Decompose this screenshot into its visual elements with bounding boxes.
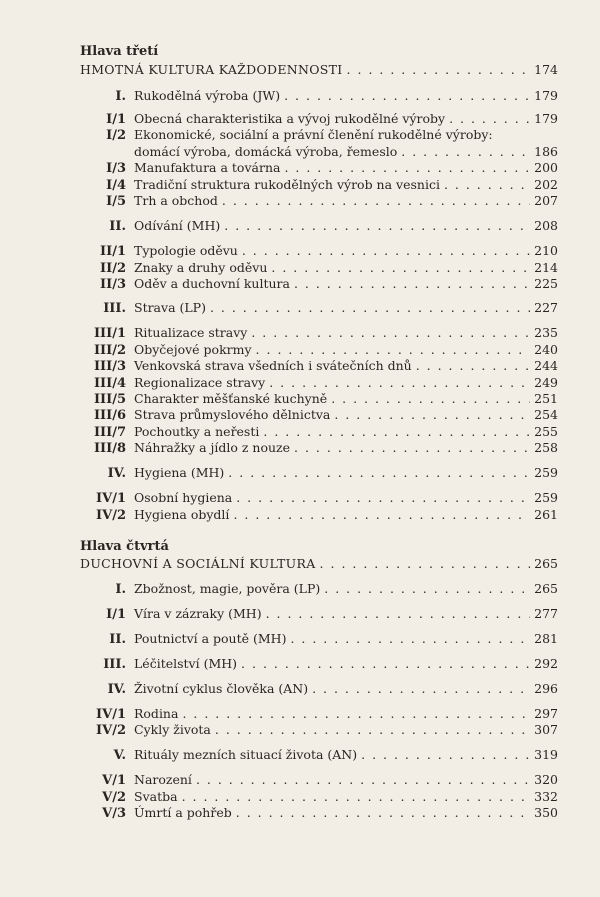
leader-dots [233,507,530,523]
entry-number: III/5 [93,392,126,407]
entry-number: III/1 [93,326,126,341]
entry-title: Oděv a duchovní kultura [134,276,290,291]
toc-entry [80,325,558,342]
leader-dots [215,722,530,738]
page-number: 258 [534,440,558,455]
leader-dots [284,88,530,104]
page-number: 214 [534,260,558,275]
entry-title: Strava (LP) [134,300,206,315]
toc-entry [80,424,558,441]
entry-title: Osobní hygiena [134,490,233,505]
entry-number: I/2 [106,128,126,143]
page-number: 210 [534,243,558,258]
toc-entry [80,375,558,392]
leader-dots [290,631,530,647]
toc-entry [80,722,558,739]
entry-title: Charakter měšťanské kuchyně [134,391,328,406]
toc-entry [80,391,558,408]
leader-dots [228,465,530,481]
toc-entry [80,606,558,623]
entry-title: Strava průmyslového dělnictva [134,407,331,422]
leader-dots [251,325,530,341]
entry-title: Typologie oděvu [134,243,238,258]
toc-entry [80,243,558,260]
leader-dots [347,62,531,78]
entry-number: III. [103,301,126,316]
leader-dots [416,358,530,374]
page-number: 186 [534,144,558,159]
toc-entry [80,193,558,210]
entry-number: I/3 [106,161,126,176]
leader-dots [196,772,530,788]
toc-entry [80,772,558,789]
entry-number: IV/1 [96,707,126,722]
entry-number: II. [109,632,126,647]
entry-title: Obecná charakteristika a vývoj rukodělné výroby [134,111,446,126]
leader-dots [224,218,530,234]
leader-dots [320,556,531,572]
leader-dots [242,243,530,259]
entry-title: Obyčejové pokrmy [134,342,252,357]
chapter-heading: Hlava čtvrtá [80,539,169,554]
entry-title: Rituály mezních situací života (AN) [134,747,358,762]
chapter-title-row [80,62,558,78]
page-number: 235 [534,325,558,340]
chapter-heading: Hlava třetí [80,44,159,59]
leader-dots [222,193,530,209]
toc-entry [80,507,558,524]
leader-dots [294,276,530,292]
entry-number: IV/2 [96,508,126,523]
page-number: 227 [534,300,558,315]
toc-entry [80,177,558,194]
entry-title: Víra v zázraky (MH) [134,606,262,621]
page-number: 207 [534,193,558,208]
entry-title: Náhražky a jídlo z nouze [134,440,291,455]
page-number: 244 [534,358,558,373]
toc-entry [80,160,558,177]
entry-number: IV/2 [96,723,126,738]
page-number: 254 [534,407,558,422]
leader-dots [334,407,530,423]
entry-number: V/2 [102,790,126,805]
leader-dots [182,789,531,805]
page-number: 265 [534,556,558,571]
entry-number: V. [113,748,126,763]
page-number: 320 [534,772,558,787]
entry-title: domácí výroba, domácká výroba, řemeslo [134,144,398,159]
toc-entry [80,789,558,806]
toc-entry [80,805,558,822]
page-number: 332 [534,789,558,804]
leader-dots [284,160,530,176]
entry-number: III/3 [93,359,126,374]
leader-dots [294,440,530,456]
entry-title: Tradiční struktura rukodělných výrob na vesnici [134,177,440,192]
page-number: 277 [534,606,558,621]
entry-number: I/5 [106,194,126,209]
entry-title: Regionalizace stravy [134,375,266,390]
leader-dots [444,177,530,193]
toc-entry [80,407,558,424]
entry-number: V/1 [102,773,126,788]
entry-title: Rodina [134,706,179,721]
page-number: 225 [534,276,558,291]
page-number: 319 [534,747,558,762]
chapter-title-row [80,556,558,572]
entry-number: III/2 [93,343,126,358]
page-number: 259 [534,465,558,480]
entry-number: III/4 [93,376,126,391]
entry-title: Trh a obchod [134,193,218,208]
entry-number: III/7 [93,425,126,440]
toc-entry [80,440,558,457]
page-number: 179 [534,111,558,126]
toc-entry [80,465,558,482]
page-number: 240 [534,342,558,357]
entry-number: II. [109,219,126,234]
leader-dots [256,342,531,358]
entry-title: Úmrtí a pohřeb [134,805,232,820]
leader-dots [361,747,530,763]
leader-dots [401,144,530,160]
entry-title: Svatba [134,789,178,804]
toc-entry [80,747,558,764]
page-number: 292 [534,656,558,671]
entry-title: Pochoutky a neřesti [134,424,260,439]
page-number: 350 [534,805,558,820]
page-number: 200 [534,160,558,175]
toc-entry [80,144,558,160]
page-number: 202 [534,177,558,192]
entry-number: I/1 [106,112,126,127]
leader-dots [331,391,530,407]
entry-title: Hygiena obydlí [134,507,230,522]
entry-number: II/1 [100,244,126,259]
page-number: 179 [534,88,558,103]
entry-number: IV. [107,466,126,481]
toc-entry [80,260,558,277]
entry-title: Narození [134,772,192,787]
page-number: 174 [534,62,558,77]
entry-title: Hygiena (MH) [134,465,225,480]
entry-number: I/4 [106,178,126,193]
page-number: 297 [534,706,558,721]
page-number: 261 [534,507,558,522]
page-number: 251 [534,391,558,406]
entry-number: I. [115,582,126,597]
toc-entry [80,218,558,235]
leader-dots [271,260,530,276]
entry-title: Poutnictví a poutě (MH) [134,631,287,646]
page-number: 208 [534,218,558,233]
leader-dots [449,111,530,127]
leader-dots [324,581,530,597]
entry-title: Odívání (MH) [134,218,221,233]
page-number: 259 [534,490,558,505]
toc-entry [80,127,558,144]
chapter-title: HMOTNÁ KULTURA KAŽDODENNOSTI [80,62,343,77]
toc-entry [80,111,558,128]
toc-entry [80,631,558,648]
entry-number: I/1 [106,607,126,622]
page-number: 296 [534,681,558,696]
toc-entry [80,300,558,317]
toc-entry [80,276,558,293]
leader-dots [236,490,530,506]
entry-number: III/6 [93,408,126,423]
toc-entry [80,706,558,723]
entry-title: Ritualizace stravy [134,325,248,340]
entry-title: Zbožnost, magie, pověra (LP) [134,581,321,596]
entry-number: IV/1 [96,491,126,506]
entry-number: I. [115,89,126,104]
leader-dots [182,706,530,722]
entry-title: Cykly života [134,722,211,737]
entry-title: Životní cyklus člověka (AN) [134,681,309,696]
toc-entry [80,342,558,359]
leader-dots [266,606,531,622]
page-number: 255 [534,424,558,439]
entry-title: Ekonomické, sociální a právní členění rukodělné výroby: [134,127,493,142]
entry-number: III. [103,657,126,672]
toc-entry [80,681,558,698]
leader-dots [236,805,530,821]
entry-title: Manufaktura a továrna [134,160,281,175]
leader-dots [312,681,530,697]
entry-title: Znaky a druhy oděvu [134,260,268,275]
chapter-title: DUCHOVNÍ A SOCIÁLNÍ KULTURA [80,556,316,571]
toc-entry [80,88,558,105]
page-number: 265 [534,581,558,596]
entry-title: Léčitelství (MH) [134,656,238,671]
page-number: 307 [534,722,558,737]
toc-entry [80,490,558,507]
leader-dots [210,300,530,316]
entry-number: II/2 [100,261,126,276]
entry-title: Venkovská strava všedních i svátečních dnů [134,358,412,373]
leader-dots [241,656,530,672]
toc-entry [80,656,558,673]
page-number: 249 [534,375,558,390]
entry-number: II/3 [100,277,126,292]
leader-dots [263,424,530,440]
entry-title: Rukodělná výroba (JW) [134,88,281,103]
entry-number: III/8 [93,441,126,456]
entry-number: V/3 [102,806,126,821]
toc-entry [80,358,558,375]
leader-dots [269,375,530,391]
entry-number: IV. [107,682,126,697]
page-number: 281 [534,631,558,646]
toc-entry [80,581,558,598]
